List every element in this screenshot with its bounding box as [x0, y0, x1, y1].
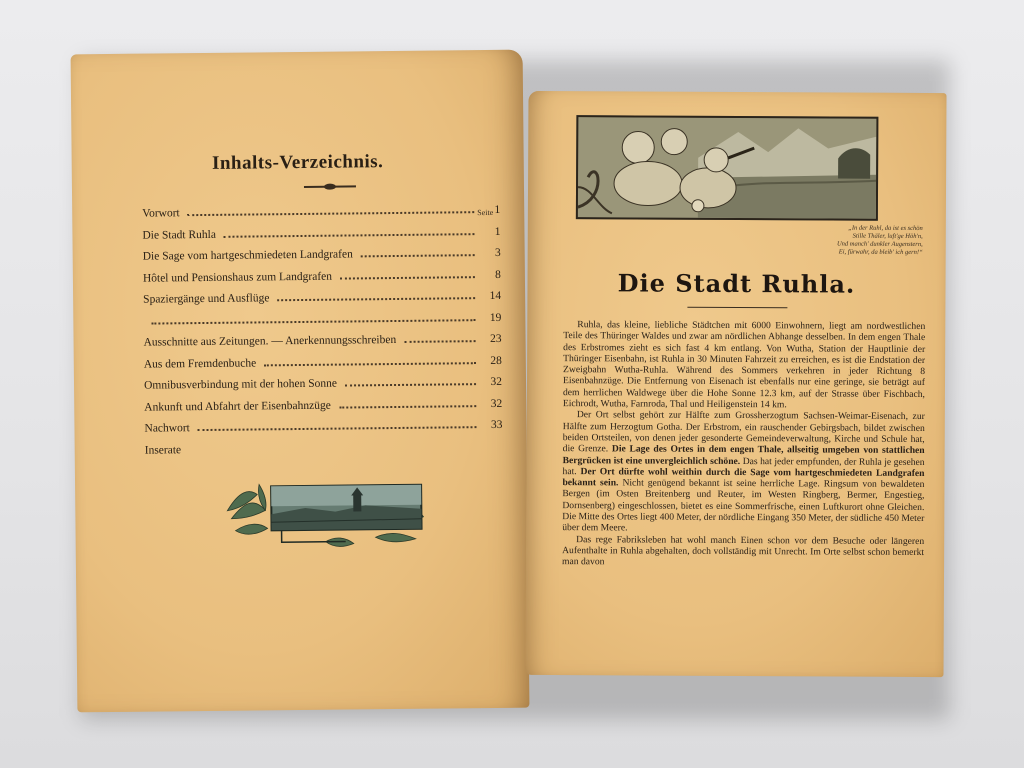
cherub-engraving — [576, 115, 879, 221]
toc-entry — [145, 436, 503, 461]
poem-line: Stille Thäler, luft'ge Höh'n, — [852, 232, 923, 240]
toc-entry-page: 28 — [490, 354, 502, 367]
toc-entry-label: Aus dem Fremdenbuche — [143, 356, 257, 371]
paragraph — [562, 534, 924, 570]
paragraph-text: Das rege Fabriksleben hat wohl manch Einen schon vor dem Besuche oder längeren Aufenthalte in Ruhla abgehalten, doch vollständig mit Unrecht. Im Orte selbst schon bemerkt man davon — [562, 533, 925, 568]
toc-leader-dots — [151, 318, 475, 324]
toc-leader-dots — [277, 296, 475, 301]
toc-title: Inhalts-Verzeichnis. — [211, 151, 384, 174]
left-page — [71, 50, 530, 713]
poem-line: Und manch' dunkler Augenstern, — [836, 240, 923, 248]
table-of-contents — [142, 200, 503, 462]
toc-entry-label: Ankunft und Abfahrt der Eisenbahnzüge — [144, 399, 331, 414]
toc-leader-dots — [224, 232, 475, 238]
landscape-vignette — [225, 479, 426, 551]
toc-leader-dots — [188, 210, 475, 216]
toc-leader-dots — [198, 425, 477, 431]
chapter-heading: Die Stadt Ruhla. — [617, 268, 856, 299]
toc-entry-label: Omnibusverbindung mit der hohen Sonne — [143, 377, 338, 392]
toc-entry-page: 3 — [494, 246, 501, 259]
toc-entry-label: Die Stadt Ruhla — [142, 228, 216, 242]
paragraph-text: Das hat jeder empfunden, der Ruhla je gesehen hat. — [562, 455, 925, 478]
paragraph-bold-text: Die Lage des Ortes in dem engen Thale, allseitig umgeben von stattlichen Bergrücken ist eine unvergleichlich schöne. — [562, 443, 925, 467]
right-page — [525, 91, 946, 677]
paragraph-bold-text: Der Ort dürfte wohl weithin durch die Sage vom hartgeschmiedeten Landgrafen bekannt sein. — [562, 466, 925, 489]
toc-entry-label: Hôtel und Pensionshaus zum Landgrafen — [142, 270, 333, 285]
paragraph — [563, 319, 925, 411]
toc-entry-label: Die Sage vom hartgeschmiedeten Landgrafen — [142, 248, 353, 263]
toc-leader-dots — [340, 275, 475, 279]
toc-entry-label: Ausschnitte aus Zeitungen. — Anerkennungsschreiben — [143, 333, 397, 349]
paragraph — [562, 409, 925, 535]
toc-entry-page: 14 — [489, 289, 502, 303]
toc-leader-dots — [404, 339, 475, 343]
title-ornament — [304, 185, 356, 188]
toc-entry-page: 23 — [490, 332, 502, 346]
poem — [733, 224, 923, 257]
toc-entry-label: Inserate — [144, 443, 182, 457]
toc-entry-label: Spaziergänge und Ausflüge — [143, 292, 270, 306]
poem-line: „In der Ruhl, da ist es schön — [848, 224, 923, 232]
paragraph-text: Nicht genügend bekannt ist seine herrliche Lage. Ringsum von bewaldeten Bergen (im Osten Breitenberg und Reuter, im Westen Ringberg, Bermer, Engestieg, Dornsenberg) eingeschlossen, bietet es eine Sommerfrische, einen Luftkurort ohne Gleichen. Die Mitte des Ortes liegt 400 Meter, der nördliche Eingang 350 Meter, der südliche 450 Meter über dem Meere. — [562, 477, 925, 534]
toc-entry-page: 32 — [490, 375, 503, 389]
body-text — [562, 319, 925, 569]
toc-leader-dots — [345, 382, 476, 386]
toc-entry-page: 19 — [489, 311, 502, 324]
heading-rule — [687, 307, 787, 309]
toc-leader-dots — [361, 253, 475, 257]
toc-entry-page: 32 — [490, 397, 503, 410]
toc-entry-page: 33 — [490, 418, 503, 432]
toc-entry-label: Vorwort — [142, 207, 180, 220]
poem-line: Ei, fürwahr, da bleib' ich gern!“ — [838, 248, 923, 256]
toc-entry-page: 1 — [494, 225, 501, 238]
toc-entry-page: 1 — [494, 203, 501, 216]
paragraph-text: Der Ort selbst gehört zur Hälfte zum Grossherzogtum Sachsen-Weimar-Eisenach, zur Hälfte zum Herzogtum Gotha. Der Erbstrom, ein rauschender Gebirgsbach, bildet zwischen beiden Ortsteilen, von denen jeder gesonderte Gemeindeverwaltung, Kirche und Schule hat, die Grenze. — [562, 409, 925, 455]
toc-entry-label: Nachwort — [144, 422, 190, 435]
toc-entry-page: 8 — [495, 268, 501, 281]
seite-label: Seite — [477, 207, 494, 218]
toc-leader-dots — [264, 361, 476, 366]
paragraph-text: Ruhla, das kleine, liebliche Städtchen mit 6000 Einwohnern, liegt am nordwestlichen Teile des Thüringer Waldes und zwar am nördlichen Abhange desselben. In dem engen Thale des Erbstromes zieht es sich fast 4 km entlang. Von Wutha, Station der Hauptlinie der Thüringer Eisenbahn, ist Ruhla in 30 Minuten Fahrzeit zu erreichen, es ist die Endstation der Zweigbahn Wutha-Ruhla. Während des Sommers verkehren in jeder Richtung 8 Eisenbahnzüge. Die Entfernung von Eisenach ist ebenfalls nur eine geringe, sie beträgt auf dem herrlichen Waldwege über die Hohe Sonne 12.3 km, auf der Strasse über Fischbach, Eichrodt, Wutha, Farnroda, Thal und Heiligenstein 14 km. — [562, 319, 926, 411]
toc-leader-dots — [339, 404, 477, 408]
